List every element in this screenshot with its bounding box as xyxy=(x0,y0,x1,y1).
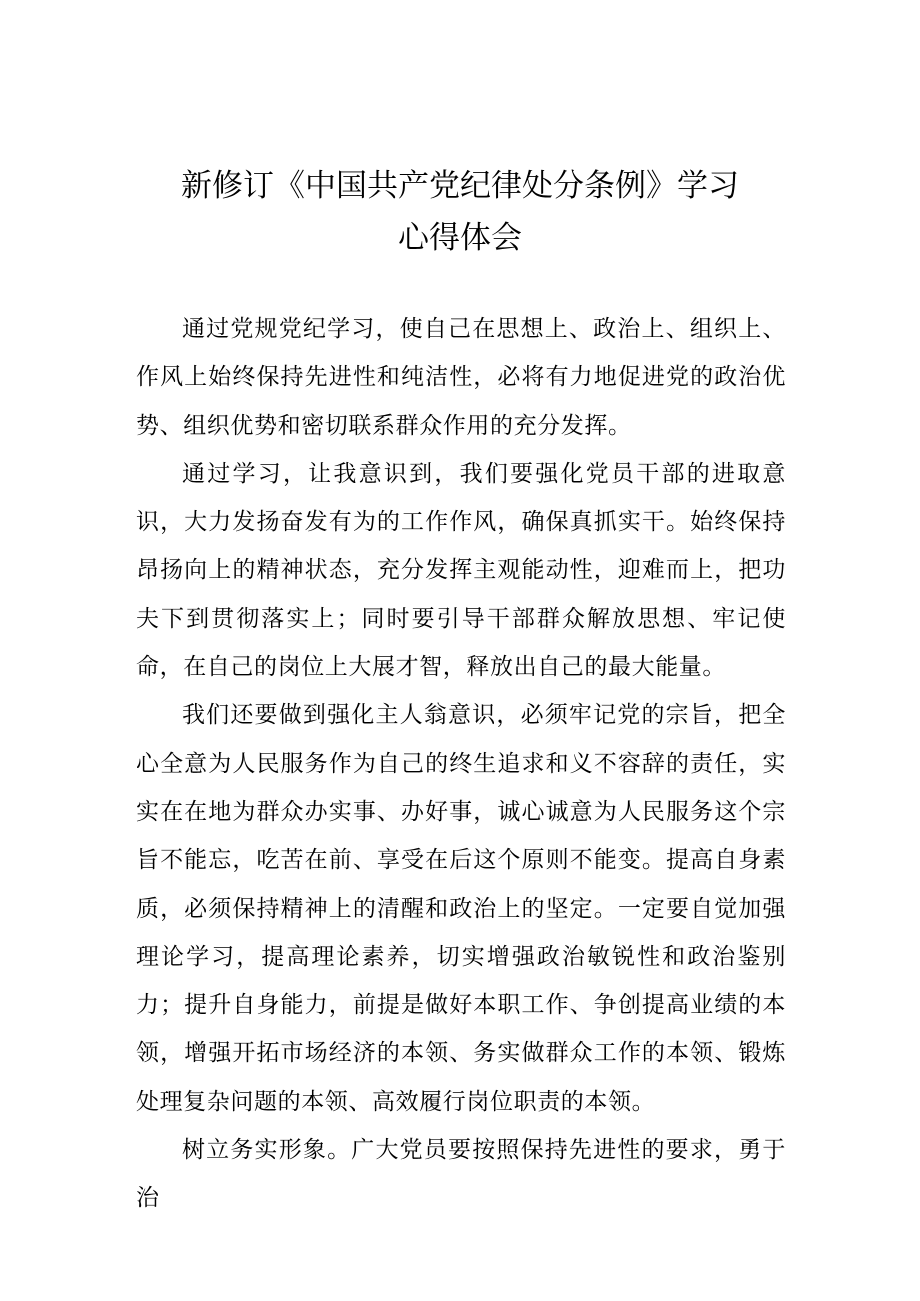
document-title xyxy=(100,160,820,264)
paragraph-4: 树立务实形象。广大党员要按照保持先进性的要求，勇于治 xyxy=(136,1137,786,1212)
paragraph-3: 我们还要做到强化主人翁意识，必须牢记党的宗旨，把全心全意为人民服务作为自己的终生追求和义不容辞的责任，实实在在地为群众办实事、办好事，诚心诚意为人民服务这个宗旨不能忘，吃苦在前、享受在后这个原则不能变。提高自身素质，必须保持精神上的清醒和政治上的坚定。一定要自觉加强理论学习，提高理论素养，切实增强政治敏锐性和政治鉴别力；提升自身能力，前提是做好本职工作、争创提高业绩的本领，增强开拓市场经济的本领、务实做群众工作的本领、锻炼处理复杂问题的本领、高效履行岗位职责的本领。 xyxy=(136,702,786,1115)
title-line-2: 心得体会 xyxy=(398,220,522,256)
document-body xyxy=(136,305,786,1223)
paragraph-1: 通过党规党纪学习，使自己在思想上、政治上、组织上、作风上始终保持先进性和纯洁性，必将有力地促进党的政治优势、组织优势和密切联系群众作用的充分发挥。 xyxy=(136,316,786,439)
title-line-1: 新修订《中国共产党纪律处分条例》学习 xyxy=(181,168,739,204)
paragraph-2: 通过学习，让我意识到，我们要强化党员干部的进取意识，大力发扬奋发有为的工作作风，确保真抓实干。始终保持昂扬向上的精神状态，充分发挥主观能动性，迎难而上，把功夫下到贯彻落实上；同时要引导干部群众解放思想、牢记使命，在自己的岗位上大展才智，释放出自己的最大能量。 xyxy=(136,460,786,681)
